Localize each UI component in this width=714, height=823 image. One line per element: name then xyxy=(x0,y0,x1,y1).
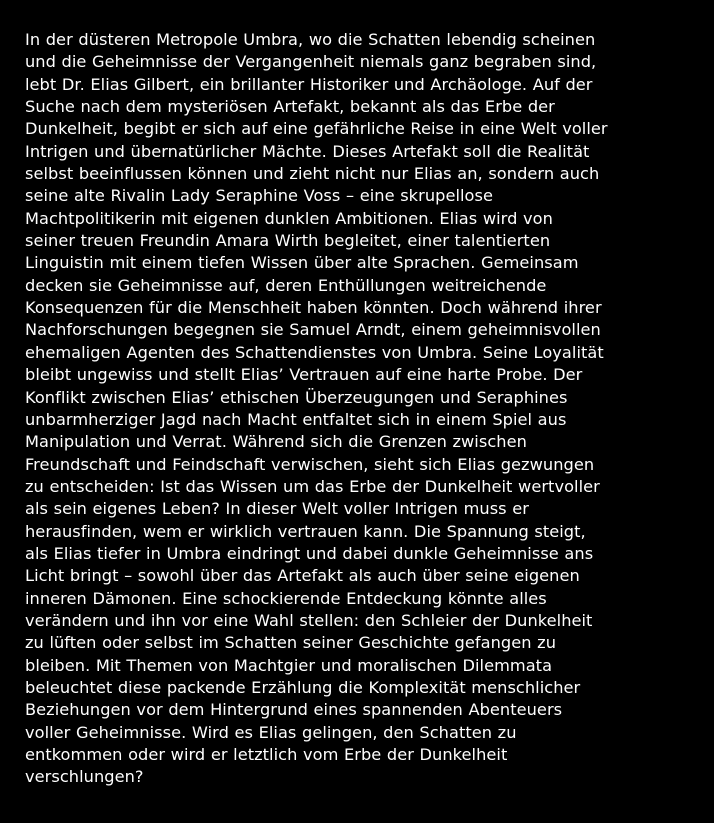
story-synopsis-paragraph: In der düsteren Metropole Umbra, wo die Schatten lebendig scheinen und die Geheimnisse der Vergangenheit niemals ganz begraben sind, lebt Dr. Elias Gilbert, ein brillanter Historiker und Archäologe. Auf der Suche nach dem mysteriösen Artefakt, bekannt als das Erbe der Dunkelheit, begibt er sich auf eine gefährliche Reise in eine Welt voller Intrigen und übernatürlicher Mächte. Dieses Artefakt soll die Realität selbst beeinflussen können und zieht nicht nur Elias an, sondern auch seine alte Rivalin Lady Seraphine Voss – eine skrupellose Machtpolitikerin mit eigenen dunklen Ambitionen. Elias wird von seiner treuen Freundin Amara Wirth begleitet, einer talentierten Linguistin mit einem tiefen Wissen über alte Sprachen. Gemeinsam decken sie Geheimnisse auf, deren Enthüllungen weitreichende Konsequenzen für die Menschheit haben könnten. Doch während ihrer Nachforschungen begegnen sie Samuel Arndt, einem geheimnisvollen ehemaligen Agenten des Schattendienstes von Umbra. Seine Loyalität bleibt ungewiss und stellt Elias’ Vertrauen auf eine harte Probe. Der Konflikt zwischen Elias’ ethischen Überzeugungen und Seraphines unbarmherziger Jagd nach Macht entfaltet sich in einem Spiel aus Manipulation und Verrat. Während sich die Grenzen zwischen Freundschaft und Feindschaft verwischen, sieht sich Elias gezwungen zu entscheiden: Ist das Wissen um das Erbe der Dunkelheit wertvoller als sein eigenes Leben? In dieser Welt voller Intrigen muss er herausfinden, wem er wirklich vertrauen kann. Die Spannung steigt, als Elias tiefer in Umbra eindringt und dabei dunkle Geheimnisse ans Licht bringt – sowohl über das Artefakt als auch über seine eigenen inneren Dämonen. Eine schockierende Entdeckung könnte alles verändern und ihn vor eine Wahl stellen: den Schleier der Dunkelheit zu lüften oder selbst im Schatten seiner Geschichte gefangen zu bleiben. Mit Themen von Machtgier und moralischen Dilemmata beleuchtet diese packende Erzählung die Komplexität menschlicher Beziehungen vor dem Hintergrund eines spannenden Abenteuers voller Geheimnisse. Wird es Elias gelingen, den Schatten zu entkommen oder wird er letztlich vom Erbe der Dunkelheit verschlungen? xyxy=(25,30,608,787)
